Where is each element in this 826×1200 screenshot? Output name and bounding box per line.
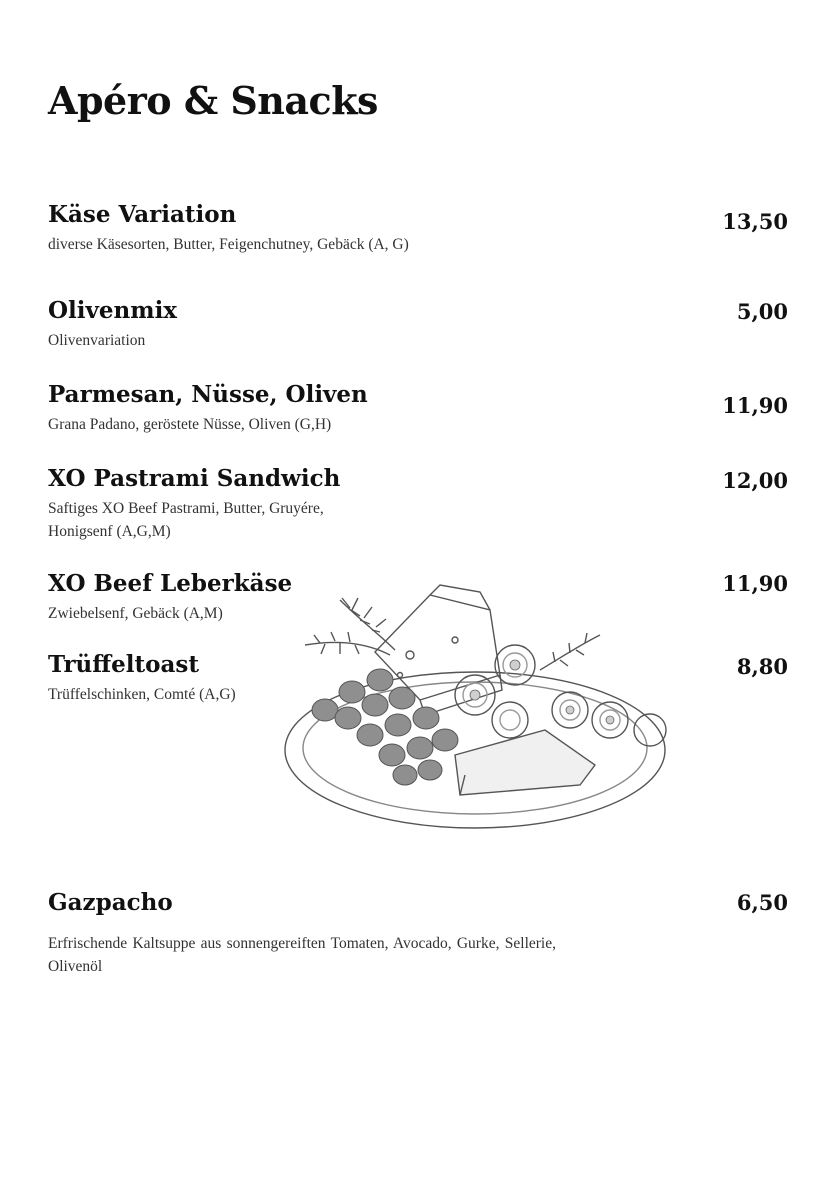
item-description: Olivenvariation (48, 332, 146, 349)
menu-item-olivenmix (48, 296, 788, 352)
food-platter-illustration (280, 580, 680, 850)
item-price: 5,00 (736, 299, 788, 324)
page-title: Apéro & Snacks (48, 78, 378, 123)
item-description: Zwiebelsenf, Gebäck (A,M) (48, 605, 223, 622)
item-description: Grana Padano, geröstete Nüsse, Oliven (G,H) (48, 416, 332, 433)
item-price: 11,90 (722, 393, 788, 418)
item-description: Trüffelschinken, Comté (A,G) (48, 686, 236, 703)
item-name: XO Pastrami Sandwich (48, 465, 341, 492)
item-price: 6,50 (736, 890, 788, 915)
menu-item-trueffeltoast (48, 650, 788, 706)
menu-item-parmesan (48, 380, 788, 436)
item-name: Olivenmix (48, 297, 178, 324)
item-name: Parmesan, Nüsse, Oliven (48, 381, 368, 408)
item-name: Gazpacho (48, 889, 173, 916)
item-price: 8,80 (736, 654, 788, 679)
menu-item-kaese-variation (48, 200, 788, 256)
item-name: Trüffeltoast (48, 651, 199, 678)
item-name: XO Beef Leberkäse (48, 570, 293, 597)
item-price: 11,90 (722, 571, 788, 596)
item-description: Saftiges XO Beef Pastrami, Butter, Gruyére, Honigsenf (A,G,M) (48, 500, 324, 540)
item-description: Erfrischende Kaltsuppe aus sonnengereiften Tomaten, Avocado, Gurke, Sellerie, Olivenöl (48, 935, 556, 975)
item-description: diverse Käsesorten, Butter, Feigenchutney, Gebäck (A, G) (48, 236, 409, 253)
menu-item-gazpacho (48, 888, 788, 978)
item-price: 13,50 (722, 209, 788, 234)
item-price: 12,00 (722, 468, 788, 493)
item-name: Käse Variation (48, 201, 237, 228)
menu-item-xo-pastrami (48, 464, 788, 543)
